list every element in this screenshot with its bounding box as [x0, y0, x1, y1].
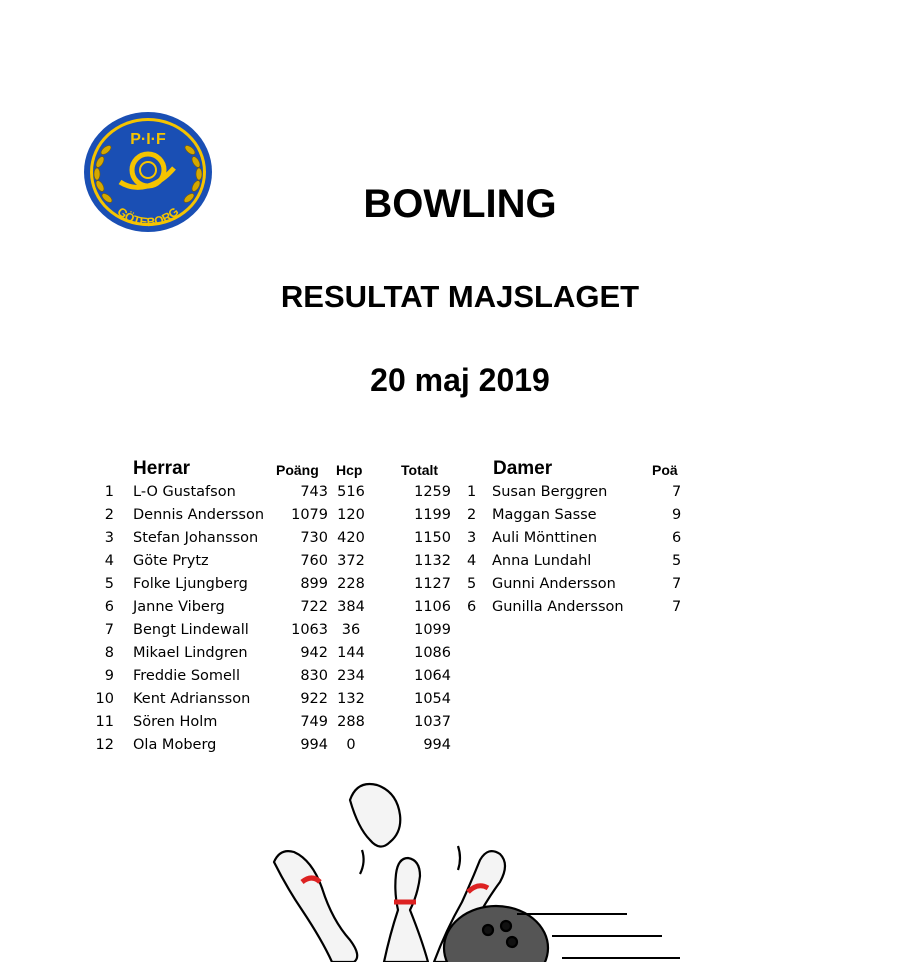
- herrar-row: [0, 619, 470, 642]
- points-cell: 6: [672, 530, 682, 546]
- hcp-cell: 36: [341, 622, 361, 638]
- herrar-row: [0, 734, 470, 757]
- points-cell: 743: [300, 484, 328, 500]
- rank-cell: 3: [104, 530, 114, 546]
- rank-cell: 12: [95, 737, 114, 753]
- total-cell: 1259: [414, 484, 451, 500]
- logo-text-bottom: GÖTEBORG: [114, 204, 182, 230]
- page-subtitle: RESULTAT MAJSLAGET: [280, 279, 640, 314]
- hcp-cell: 384: [337, 599, 365, 615]
- total-cell: 1106: [414, 599, 451, 615]
- damer-heading: Damer: [493, 458, 553, 479]
- pin-shape: [384, 858, 428, 962]
- pin-shape: [350, 784, 400, 847]
- rank-cell: 10: [95, 691, 114, 707]
- name-cell: Janne Viberg: [133, 599, 225, 615]
- herrar-row: [0, 665, 470, 688]
- points-cell: 942: [300, 645, 328, 661]
- herrar-row: [0, 642, 470, 665]
- points-cell: 730: [300, 530, 328, 546]
- damer-row: [0, 596, 680, 619]
- herrar-row: [0, 688, 470, 711]
- total-cell: 1037: [414, 714, 451, 730]
- points-cell: 1063: [291, 622, 328, 638]
- herrar-col-points: Poäng: [276, 462, 319, 478]
- rank-cell: 1: [104, 484, 114, 500]
- name-cell: Folke Ljungberg: [133, 576, 248, 592]
- points-cell: 749: [300, 714, 328, 730]
- points-cell: 830: [300, 668, 328, 684]
- points-cell: 760: [300, 553, 328, 569]
- points-cell: 1079: [291, 507, 328, 523]
- damer-col-points: Poä: [652, 462, 678, 478]
- rank-cell: 7: [104, 622, 114, 638]
- name-cell: Göte Prytz: [133, 553, 209, 569]
- event-date: 20 maj 2019: [370, 362, 550, 398]
- total-cell: 1199: [414, 507, 451, 523]
- name-cell: Freddie Somell: [133, 668, 240, 684]
- name-cell: Kent Adriansson: [133, 691, 251, 707]
- hcp-cell: 372: [337, 553, 365, 569]
- herrar-col-hcp: Hcp: [336, 462, 363, 478]
- page-title: BOWLING: [363, 182, 557, 226]
- rank-cell: 8: [104, 645, 114, 661]
- total-cell: 1150: [414, 530, 451, 546]
- name-cell: Dennis Andersson: [133, 507, 265, 523]
- hcp-cell: 516: [337, 484, 365, 500]
- rank-cell: 6: [467, 599, 477, 615]
- name-cell: Maggan Sasse: [492, 507, 597, 523]
- total-cell: 1127: [414, 576, 451, 592]
- rank-cell: 6: [104, 599, 114, 615]
- pin-shape: [274, 851, 357, 962]
- rank-cell: 5: [467, 576, 477, 592]
- total-cell: 1099: [414, 622, 451, 638]
- rank-cell: 1: [467, 484, 477, 500]
- name-cell: Gunilla Andersson: [492, 599, 624, 615]
- name-cell: Stefan Johansson: [133, 530, 259, 546]
- damer-row: [0, 504, 680, 527]
- herrar-heading: Herrar: [133, 458, 191, 479]
- points-cell: 899: [300, 576, 328, 592]
- rank-cell: 4: [104, 553, 114, 569]
- points-cell: 994: [300, 737, 328, 753]
- hcp-cell: 144: [337, 645, 365, 661]
- points-cell: 7: [672, 599, 682, 615]
- name-cell: Gunni Andersson: [492, 576, 616, 592]
- rank-cell: 11: [95, 714, 114, 730]
- points-cell: 9: [672, 507, 682, 523]
- damer-row: [0, 573, 680, 596]
- hcp-cell: 234: [337, 668, 365, 684]
- total-cell: 994: [423, 737, 451, 753]
- hcp-cell: 120: [337, 507, 365, 523]
- points-cell: 922: [300, 691, 328, 707]
- points-cell: 722: [300, 599, 328, 615]
- rank-cell: 4: [467, 553, 477, 569]
- name-cell: Anna Lundahl: [492, 553, 592, 569]
- rank-cell: 9: [104, 668, 114, 684]
- herrar-col-total: Totalt: [401, 462, 439, 478]
- name-cell: L-O Gustafson: [133, 484, 236, 500]
- logo-text-top: P·I·F: [130, 131, 166, 148]
- name-cell: Susan Berggren: [492, 484, 608, 500]
- rank-cell: 2: [104, 507, 114, 523]
- name-cell: Mikael Lindgren: [133, 645, 248, 661]
- name-cell: Ola Moberg: [133, 737, 217, 753]
- total-cell: 1086: [414, 645, 451, 661]
- bowling-illustration: [262, 770, 680, 962]
- points-cell: 5: [672, 553, 682, 569]
- herrar-row: [0, 711, 470, 734]
- rank-cell: 2: [467, 507, 477, 523]
- name-cell: Auli Mönttinen: [492, 530, 598, 546]
- total-cell: 1054: [414, 691, 451, 707]
- name-cell: Sören Holm: [133, 714, 218, 730]
- damer-row: [0, 550, 680, 573]
- rank-cell: 3: [467, 530, 477, 546]
- total-cell: 1132: [414, 553, 451, 569]
- hcp-cell: 288: [337, 714, 365, 730]
- damer-row: [0, 527, 680, 550]
- hcp-cell: 0: [346, 737, 356, 753]
- hcp-cell: 132: [337, 691, 365, 707]
- points-cell: 7: [672, 576, 682, 592]
- rank-cell: 5: [104, 576, 114, 592]
- hcp-cell: 420: [337, 530, 365, 546]
- damer-row: [0, 481, 680, 504]
- name-cell: Bengt Lindewall: [133, 622, 249, 638]
- points-cell: 7: [672, 484, 682, 500]
- total-cell: 1064: [414, 668, 451, 684]
- hcp-cell: 228: [337, 576, 365, 592]
